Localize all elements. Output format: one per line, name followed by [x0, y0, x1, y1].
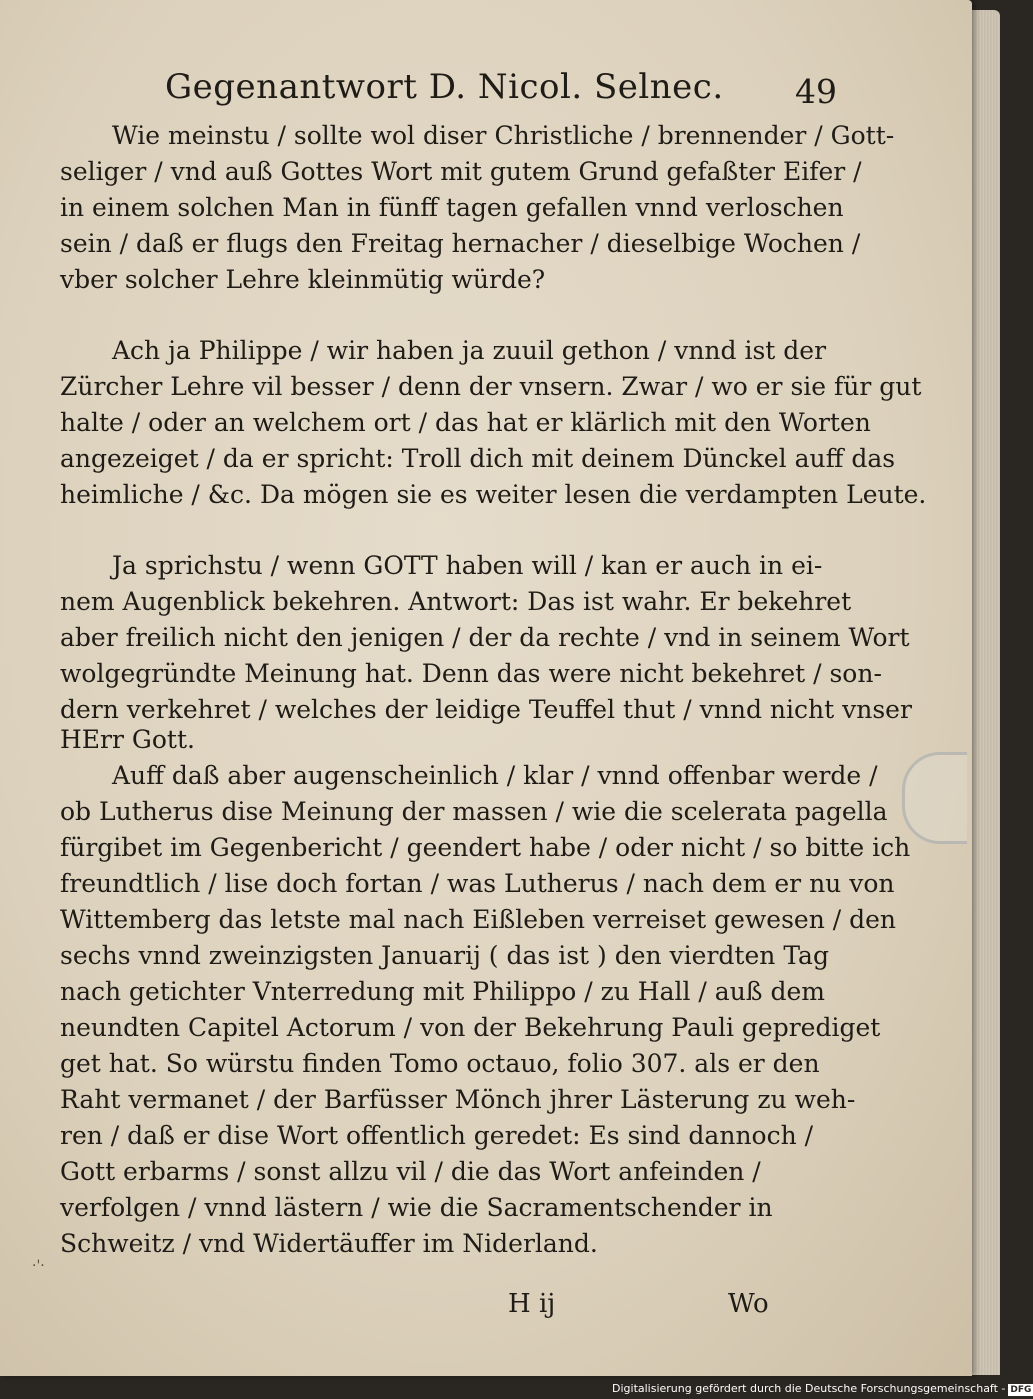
text-line: angezeiget / da er spricht: Troll dich mit deinem Dünckel auff das: [60, 444, 896, 473]
text-line: sechs vnnd zweinzigsten Januarij ( das ist ) den vierdten Tag: [60, 941, 829, 970]
text-line: Wittemberg das letste mal nach Eißleben verreiset gewesen / den: [60, 905, 897, 934]
text-line: Schweitz / vnd Widertäuffer im Niderland.: [60, 1229, 598, 1258]
text-line: neundten Capitel Actorum / von der Bekehrung Pauli geprediget: [60, 1013, 881, 1042]
running-head: Gegenantwort D. Nicol. Selnec.: [165, 67, 724, 107]
funding-footer: [612, 1381, 1032, 1397]
text-line: nem Augenblick bekehren. Antwort: Das ist wahr. Er bekehret: [60, 587, 852, 616]
signature-mark: H ij: [508, 1289, 556, 1319]
text-line: seliger / vnd auß Gottes Wort mit gutem Grund gefaßter Eifer /: [60, 157, 862, 186]
text-line: Wie meinstu / sollte wol diser Christliche / brennender / Gott-: [112, 121, 895, 150]
text-line: Ach ja Philippe / wir haben ja zuuil gethon / vnnd ist der: [112, 336, 827, 365]
folio-number: 49: [795, 72, 837, 111]
text-line: nach getichter Vnterredung mit Philippo / zu Hall / auß dem: [60, 977, 825, 1006]
catchword: Wo: [728, 1289, 769, 1319]
text-line: freundtlich / lise doch fortan / was Lutherus / nach dem er nu von: [60, 869, 895, 898]
text-line: get hat. So würstu finden Tomo octauo, folio 307. als er den: [60, 1049, 820, 1078]
dfg-logo-icon: DFG: [1010, 1385, 1032, 1395]
text-line: ob Lutherus dise Meinung der massen / wie die scelerata pagella: [60, 797, 888, 826]
text-line: heimliche / &c. Da mögen sie es weiter lesen die verdampten Leute.: [60, 480, 927, 509]
text-line: in einem solchen Man in fünff tagen gefallen vnnd verloschen: [60, 193, 844, 222]
text-line: wolgegründte Meinung hat. Denn das were nicht bekehret / son-: [60, 659, 882, 688]
text-line: halte / oder an welchem ort / das hat er klärlich mit den Worten: [60, 408, 871, 437]
text-line: verfolgen / vnnd lästern / wie die Sacramentschender in: [60, 1193, 773, 1222]
text-line: HErr Gott.: [60, 725, 195, 754]
text-line: Gott erbarms / sonst allzu vil / die das Wort anfeinden /: [60, 1157, 761, 1186]
margin-mark: ·'·: [32, 1258, 45, 1274]
text-line: fürgibet im Gegenbericht / geendert habe / oder nicht / so bitte ich: [60, 833, 911, 862]
text-line: sein / daß er flugs den Freitag hernacher / dieselbige Wochen /: [60, 229, 861, 258]
page-clip: [902, 752, 967, 844]
text-line: vber solcher Lehre kleinmütig würde?: [60, 265, 546, 294]
text-line: Ja sprichstu / wenn GOTT haben will / kan er auch in ei-: [112, 551, 823, 580]
text-line: Zürcher Lehre vil besser / denn der vnsern. Zwar / wo er sie für gut: [60, 372, 922, 401]
text-line: Auff daß aber augenscheinlich / klar / vnnd offenbar werde /: [112, 761, 878, 790]
footer-text: Digitalisierung gefördert durch die Deutsche Forschungsgemeinschaft -: [612, 1382, 1006, 1395]
text-line: ren / daß er dise Wort offentlich geredet: Es sind dannoch /: [60, 1121, 814, 1150]
text-line: aber freilich nicht den jenigen / der da rechte / vnd in seinem Wort: [60, 623, 910, 652]
text-line: dern verkehret / welches der leidige Teuffel thut / vnnd nicht vnser: [60, 695, 912, 724]
text-line: Raht vermanet / der Barfüsser Mönch jhrer Lästerung zu weh-: [60, 1085, 856, 1114]
